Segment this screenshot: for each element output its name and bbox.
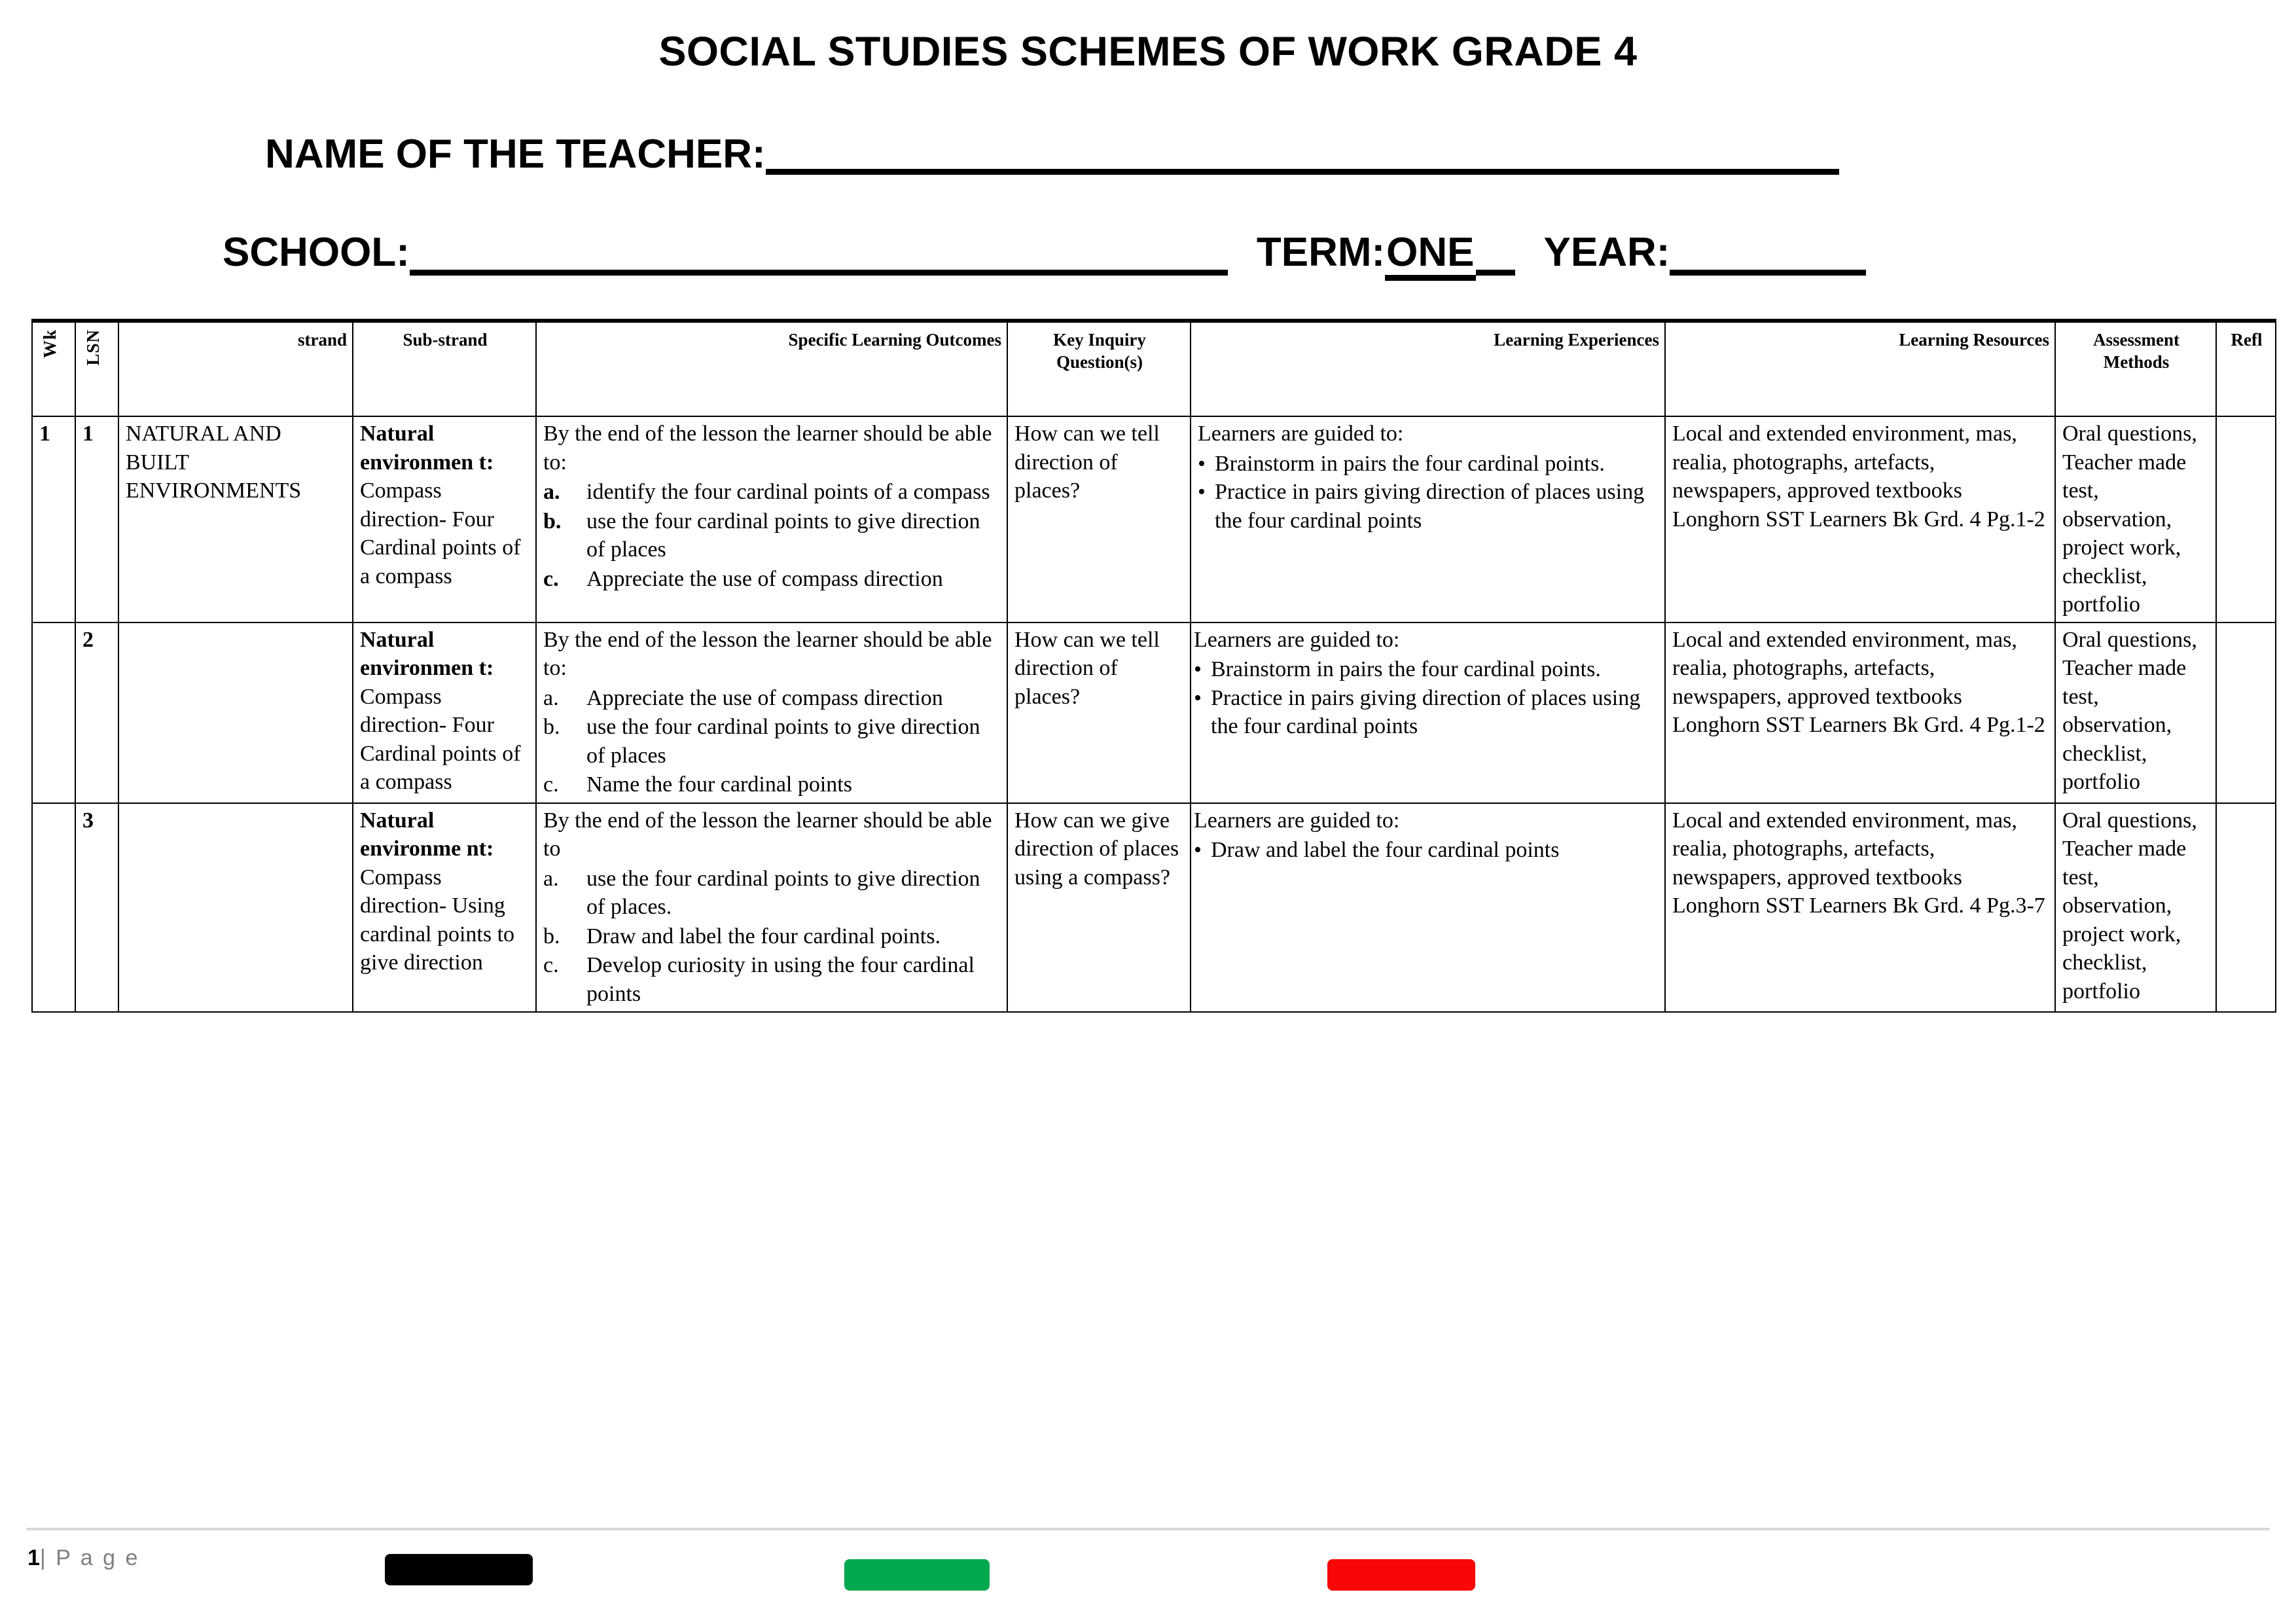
cell-assessment-methods: Oral questions, Teacher made test, observation, project work, checklist, portfolio	[2055, 416, 2216, 623]
year-label: YEAR:	[1543, 230, 1670, 275]
schemes-of-work-table	[31, 319, 2276, 1013]
school-term-year-line	[223, 232, 1866, 276]
header-strand: strand	[118, 321, 353, 416]
header-learning-experiences: Learning Experiences	[1191, 321, 1665, 416]
cell-sub-strand: Natural environme nt: Compass direction- Using cardinal points to give direction	[353, 803, 536, 1013]
cell-learning-resources: Local and extended environment, mas, realia, photographs, artefacts, newspapers, approved textbooks Longhorn SST Learners Bk Grd. 4 Pg.1-2	[1665, 623, 2055, 803]
outcomes-intro: By the end of the lesson the learner should be able to:	[543, 627, 992, 681]
outcome-marker: c.	[543, 953, 559, 978]
cell-reflection	[2216, 803, 2276, 1013]
cell-specific-learning-outcomes	[536, 623, 1007, 803]
outcome-item: a. Appreciate the use of compass direction	[543, 684, 1001, 713]
table-header-row	[32, 321, 2276, 416]
cell-key-inquiry-question: How can we tell direction of places?	[1007, 416, 1191, 623]
outcome-item: b. use the four cardinal points to give direction of places	[543, 507, 1001, 564]
cell-learning-experiences	[1191, 803, 1665, 1013]
outcomes-list	[543, 684, 1001, 799]
outcomes-list	[543, 865, 1001, 1009]
header-refl: Refl	[2216, 321, 2276, 416]
experience-item: • Brainstorm in pairs the four cardinal points.	[1194, 655, 1663, 684]
bullet-icon: •	[1198, 480, 1206, 505]
header-wk: Wk	[32, 321, 75, 416]
header-lsn: LSN	[75, 321, 118, 416]
school-label: SCHOOL:	[223, 230, 410, 275]
cell-reflection	[2216, 623, 2276, 803]
teacher-name-blank[interactable]	[766, 139, 1839, 175]
footer-page-word: P a g e	[56, 1545, 140, 1570]
outcome-marker: a.	[543, 866, 559, 891]
bullet-icon: •	[1194, 838, 1202, 863]
cell-week	[32, 623, 75, 803]
cell-learning-experiences	[1191, 623, 1665, 803]
sub-strand-title: Natural environmen t:	[360, 627, 494, 681]
experience-item: • Practice in pairs giving direction of places using the four cardinal points	[1198, 478, 1659, 535]
cell-lesson: 1	[75, 416, 118, 623]
cell-assessment-methods: Oral questions, Teacher made test, observation, project work, checklist, portfolio	[2055, 803, 2216, 1013]
experience-item: • Draw and label the four cardinal points	[1194, 836, 1663, 865]
sub-strand-title: Natural environme nt:	[360, 808, 494, 861]
cell-specific-learning-outcomes	[536, 416, 1007, 623]
green-bar	[844, 1559, 990, 1591]
black-bar	[385, 1554, 533, 1585]
term-blank[interactable]	[1476, 240, 1515, 276]
experiences-intro: Learners are guided to:	[1194, 627, 1400, 652]
cell-assessment-methods: Oral questions, Teacher made test, observation, checklist, portfolio	[2055, 623, 2216, 803]
outcomes-intro: By the end of the lesson the learner should be able to	[543, 808, 992, 861]
cell-sub-strand: Natural environmen t: Compass direction- Four Cardinal points of a compass	[353, 623, 536, 803]
outcome-item: a. identify the four cardinal points of a compass	[543, 478, 1001, 507]
footer-divider	[26, 1528, 2270, 1530]
table-row	[32, 623, 2276, 803]
bullet-icon: •	[1194, 685, 1202, 710]
footer-page-number: 1	[27, 1545, 40, 1570]
table-body	[32, 416, 2276, 1012]
cell-lesson: 2	[75, 623, 118, 803]
cell-reflection	[2216, 416, 2276, 623]
outcomes-intro: By the end of the lesson the learner should be able to:	[543, 422, 992, 475]
outcome-item: b. Draw and label the four cardinal points.	[543, 922, 1001, 951]
bullet-icon: •	[1194, 657, 1202, 682]
experiences-intro: Learners are guided to:	[1198, 422, 1404, 446]
experiences-list	[1194, 836, 1663, 865]
bullet-icon: •	[1198, 451, 1206, 476]
header-key-inquiry-line1: Key Inquiry	[1053, 330, 1146, 350]
cell-learning-resources: Local and extended environment, mas, realia, photographs, artefacts, newspapers, approved textbooks Longhorn SST Learners Bk Grd. 4 Pg.1-2	[1665, 416, 2055, 623]
cell-week: 1	[32, 416, 75, 623]
cell-sub-strand: Natural environmen t: Compass direction- Four Cardinal points of a compass	[353, 416, 536, 623]
header-learning-resources: Learning Resources	[1665, 321, 2055, 416]
cell-lesson: 3	[75, 803, 118, 1013]
cell-learning-experiences	[1191, 416, 1665, 623]
page-title: SOCIAL STUDIES SCHEMES OF WORK GRADE 4	[658, 29, 1638, 75]
outcome-item: b. use the four cardinal points to give direction of places	[543, 713, 1001, 770]
experiences-list	[1194, 655, 1663, 741]
header-assessment-line2: Methods	[2103, 352, 2170, 372]
outcome-item: c. Appreciate the use of compass direction	[543, 565, 1001, 594]
page-number-footer	[27, 1545, 139, 1571]
teacher-name-line	[265, 134, 1839, 175]
cell-strand	[118, 623, 353, 803]
sub-strand-title: Natural environmen t:	[360, 422, 494, 475]
cell-key-inquiry-question: How can we give direction of places using a compass?	[1007, 803, 1191, 1013]
cell-strand	[118, 803, 353, 1013]
cell-key-inquiry-question: How can we tell direction of places?	[1007, 623, 1191, 803]
header-assessment-line1: Assessment	[2093, 330, 2179, 350]
experiences-intro: Learners are guided to:	[1194, 808, 1400, 833]
outcome-marker: b.	[543, 715, 560, 740]
header-assessment-methods	[2055, 321, 2216, 416]
experiences-list	[1198, 450, 1659, 535]
outcomes-list	[543, 478, 1001, 593]
outcome-marker: c.	[543, 566, 559, 591]
outcome-marker: a.	[543, 685, 559, 710]
outcome-item: a. use the four cardinal points to give direction of places.	[543, 865, 1001, 922]
experience-item: • Brainstorm in pairs the four cardinal points.	[1198, 450, 1659, 478]
footer-separator: |	[39, 1545, 48, 1570]
cell-specific-learning-outcomes	[536, 803, 1007, 1013]
cell-strand: NATURAL AND BUILT ENVIRONMENTS	[118, 416, 353, 623]
year-blank[interactable]	[1670, 240, 1866, 276]
cell-week	[32, 803, 75, 1013]
term-label: TERM:	[1256, 230, 1386, 275]
school-name-blank[interactable]	[410, 240, 1228, 276]
table-row	[32, 416, 2276, 623]
cell-learning-resources: Local and extended environment, mas, realia, photographs, artefacts, newspapers, approved textbooks Longhorn SST Learners Bk Grd. 4 Pg.3-7	[1665, 803, 2055, 1013]
header-key-inquiry-questions	[1007, 321, 1191, 416]
table-row	[32, 803, 2276, 1013]
outcome-item: c. Develop curiosity in using the four cardinal points	[543, 951, 1001, 1008]
experience-item: • Practice in pairs giving direction of places using the four cardinal points	[1194, 684, 1663, 741]
header-sub-strand: Sub-strand	[353, 321, 536, 416]
header-key-inquiry-line2: Question(s)	[1056, 352, 1143, 372]
outcome-marker: a.	[543, 480, 560, 505]
teacher-label: NAME OF THE TEACHER:	[265, 132, 766, 177]
header-specific-learning-outcomes: Specific Learning Outcomes	[536, 321, 1007, 416]
term-value[interactable]: ONE	[1385, 230, 1475, 281]
outcome-marker: b.	[543, 509, 562, 533]
outcome-item: c. Name the four cardinal points	[543, 770, 1001, 799]
outcome-marker: b.	[543, 924, 560, 948]
outcome-marker: c.	[543, 772, 559, 797]
red-bar	[1327, 1559, 1475, 1591]
